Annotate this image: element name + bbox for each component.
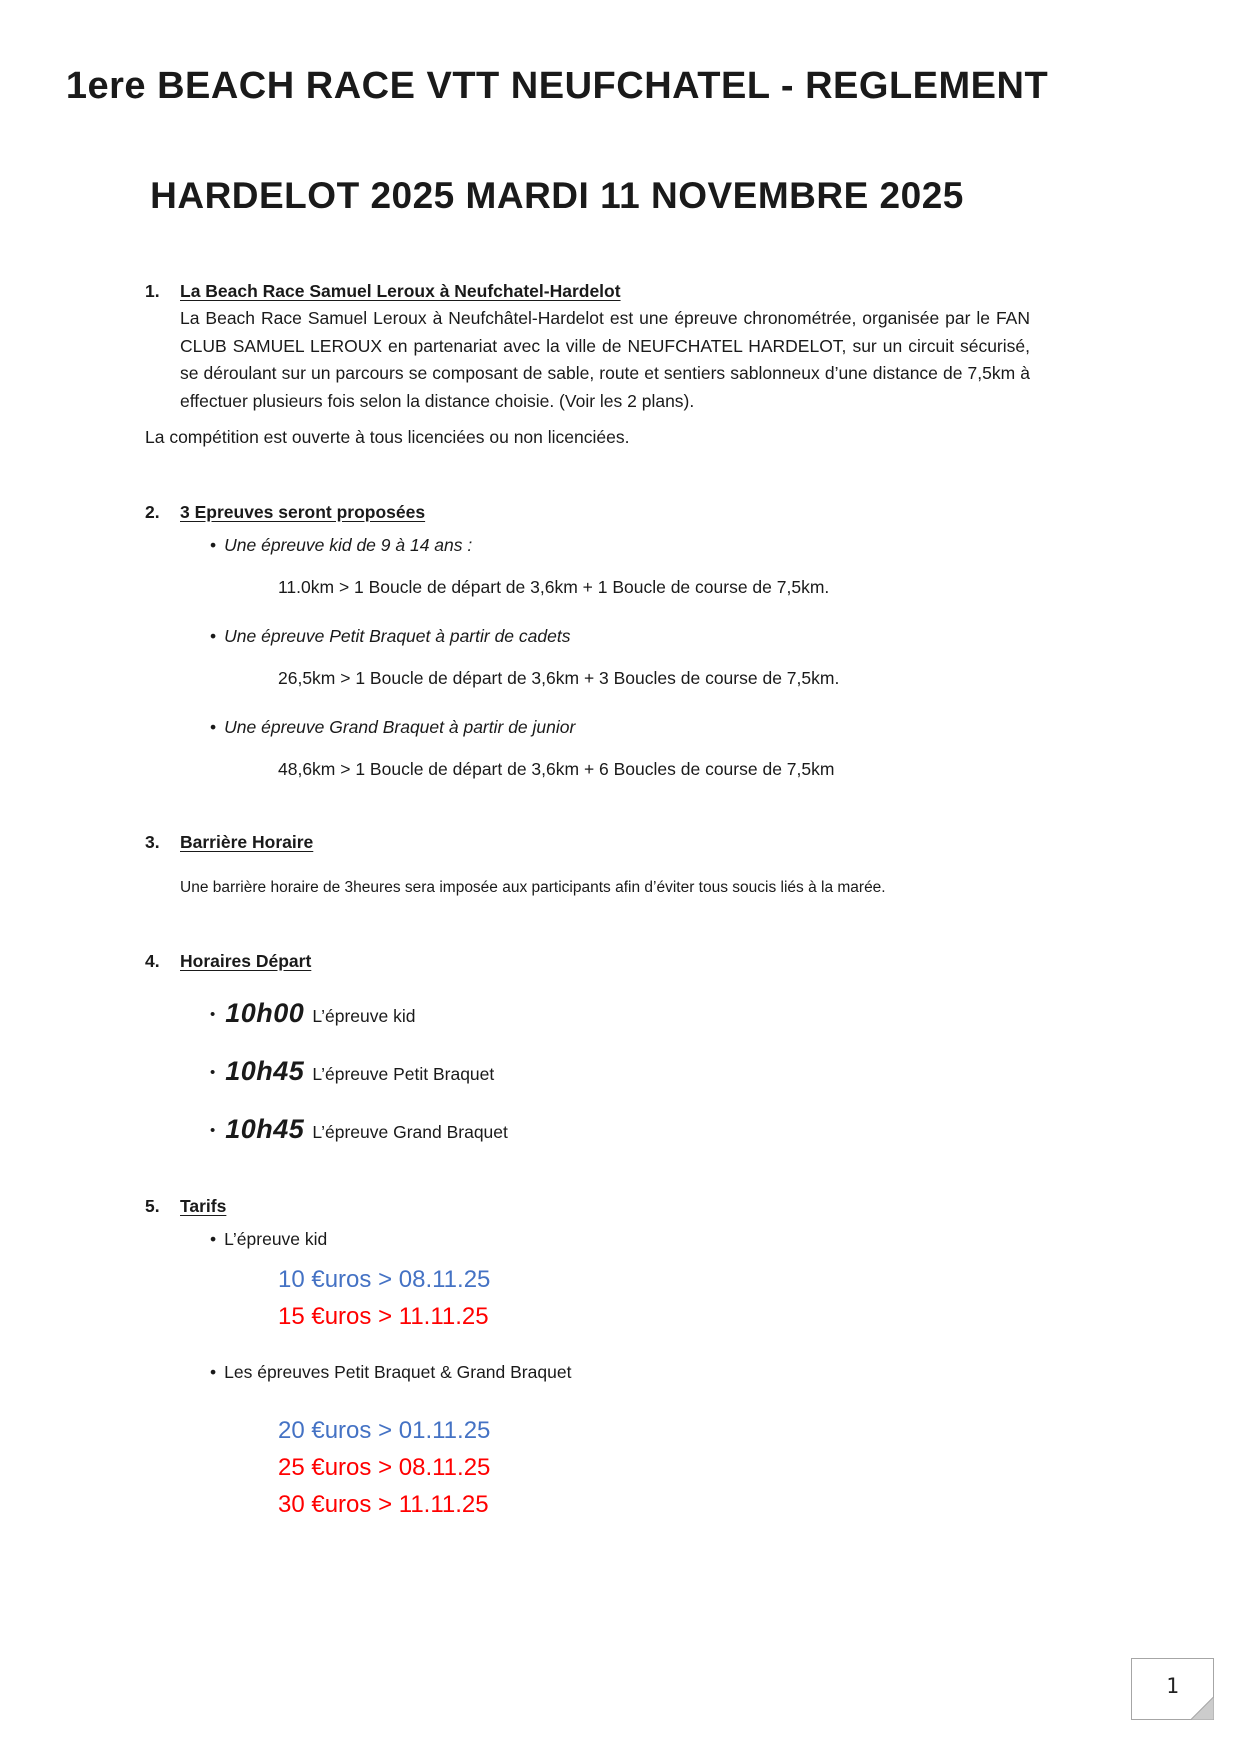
section-1-title: La Beach Race Samuel Leroux à Neufchatel-Hardelot — [180, 281, 621, 301]
start-time-kid-value: 10h00 — [225, 998, 305, 1028]
bullet-icon: • — [210, 535, 217, 555]
event-grand-braquet-bullet — [210, 714, 1030, 741]
section-2-heading-row — [145, 499, 1030, 526]
section-4-title: Horaires Départ — [180, 951, 312, 971]
tarif-braquet-prices — [145, 1412, 1030, 1523]
price-braquet-early: 20 €uros > 01.11.25 — [278, 1417, 491, 1444]
bullet-icon: • — [210, 1122, 216, 1139]
page-subtitle: HARDELOT 2025 MARDI 11 NOVEMBRE 2025 — [150, 175, 964, 216]
event-grand-braquet-label: Une épreuve Grand Braquet à partir de junior — [224, 717, 576, 737]
price-kid-early: 10 €uros > 08.11.25 — [278, 1266, 491, 1293]
bullet-icon: • — [210, 1362, 217, 1382]
start-time-kid-label: L’épreuve kid — [312, 1006, 416, 1026]
tarif-kid-label: L’épreuve kid — [224, 1229, 328, 1249]
section-3-paragraph: Une barrière horaire de 3heures sera imposée aux participants afin d’éviter tous soucis liés à la marée. — [180, 879, 886, 896]
bullet-icon: • — [210, 1229, 217, 1249]
page-number-badge — [1131, 1658, 1214, 1720]
event-petit-braquet-bullet — [210, 623, 1030, 650]
bullet-icon: • — [210, 1064, 216, 1081]
bullet-icon: • — [210, 626, 217, 646]
section-5-heading-row — [145, 1193, 1030, 1220]
tarif-braquet-bullet — [210, 1359, 1030, 1386]
event-grand-braquet-distance: 48,6km > 1 Boucle de départ de 3,6km + 6 Boucles de course de 7,5km — [278, 759, 835, 779]
bullet-icon: • — [210, 717, 217, 737]
start-time-petit-braquet — [210, 1054, 1030, 1091]
section-5-title: Tarifs — [180, 1196, 227, 1216]
event-kid-bullet — [210, 532, 1030, 559]
tarif-kid-bullet — [210, 1226, 1030, 1253]
page-number: 1 — [1166, 1674, 1179, 1698]
section-3-heading-row — [145, 829, 1030, 856]
tarif-kid-prices — [145, 1261, 1030, 1335]
tarif-braquet-label: Les épreuves Petit Braquet & Grand Braquet — [224, 1362, 572, 1382]
start-time-kid — [210, 996, 1030, 1033]
section-1-paragraph: La Beach Race Samuel Leroux à Neufchâtel-Hardelot est une épreuve chronométrée, organisée par le FAN CLUB SAMUEL LEROUX en partenariat avec la ville de NEUFCHATEL HARDELOT, sur un circuit sécurisé, se déroulant sur un parcours se composant de sable, route et sentiers sablonneux d’une distance de 7,5km à effectuer plusieurs fois selon la distance choisie. (Voir les 2 plans). — [180, 308, 1030, 411]
event-kid-distance: 11.0km > 1 Boucle de départ de 3,6km + 1 Boucle de course de 7,5km. — [278, 577, 830, 597]
section-2-number: 2. — [145, 502, 160, 522]
section-3-title: Barrière Horaire — [180, 832, 314, 852]
price-braquet-mid: 25 €uros > 08.11.25 — [278, 1454, 491, 1481]
price-kid-late: 15 €uros > 11.11.25 — [278, 1303, 489, 1330]
start-time-petit-braquet-label: L’épreuve Petit Braquet — [312, 1064, 495, 1084]
document-header — [0, 64, 1240, 218]
start-time-petit-braquet-value: 10h45 — [225, 1056, 305, 1086]
price-braquet-late: 30 €uros > 11.11.25 — [278, 1491, 489, 1518]
start-time-grand-braquet-value: 10h45 — [225, 1114, 305, 1144]
event-kid-label: Une épreuve kid de 9 à 14 ans : — [224, 535, 473, 555]
event-petit-braquet-label: Une épreuve Petit Braquet à partir de cadets — [224, 626, 571, 646]
section-2-title: 3 Epreuves seront proposées — [180, 502, 426, 522]
section-5-number: 5. — [145, 1196, 160, 1216]
page-title: 1ere BEACH RACE VTT NEUFCHATEL - REGLEMENT — [65, 65, 1049, 107]
section-1-note: La compétition est ouverte à tous licenciées ou non licenciées. — [145, 427, 630, 447]
event-petit-braquet-distance: 26,5km > 1 Boucle de départ de 3,6km + 3 Boucles de course de 7,5km. — [278, 668, 840, 688]
document-body — [145, 278, 1030, 1523]
section-1-heading-row — [145, 278, 1030, 305]
section-4-heading-row — [145, 948, 1030, 975]
section-4-number: 4. — [145, 951, 160, 971]
section-1-number: 1. — [145, 281, 160, 301]
start-time-grand-braquet — [210, 1112, 1030, 1149]
bullet-icon: • — [210, 1006, 216, 1023]
start-time-grand-braquet-label: L’épreuve Grand Braquet — [312, 1122, 508, 1142]
section-3-number: 3. — [145, 832, 160, 852]
